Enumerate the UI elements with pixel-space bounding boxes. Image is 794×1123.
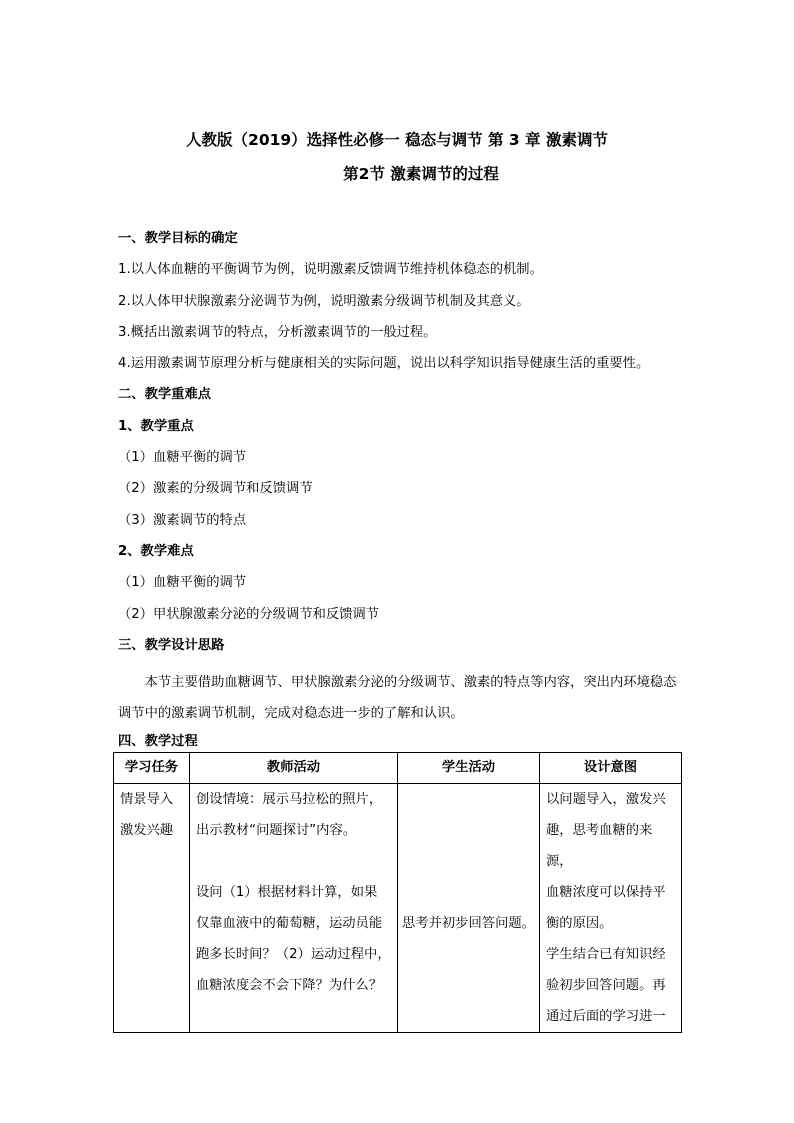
key-point-item-2: （2）激素的分级调节和反馈调节 (118, 481, 313, 497)
objective-item-3: 3.概括出激素调节的特点，分析激素调节的一般过程。 (118, 324, 437, 340)
intent-line: 学生结合已有知识经 (546, 947, 666, 962)
intent-line: 验初步回答问题。再 (546, 978, 666, 993)
cell-task (114, 784, 190, 1033)
cell-intent (540, 784, 682, 1033)
section-heading-key-points: 二、教学重难点 (118, 387, 212, 403)
objective-item-4: 4.运用激素调节原理分析与健康相关的实际问题，说出以科学知识指导健康生活的重要性。 (118, 356, 650, 372)
teacher-line: 设问（1）根据材料计算，如果 (196, 885, 378, 900)
intent-line: 通过后面的学习进一 (546, 1009, 666, 1024)
key-point-item-1: （1）血糖平衡的调节 (118, 450, 247, 466)
teaching-process-table (113, 752, 682, 1033)
header-intent: 设计意图 (540, 753, 682, 784)
difficult-point-item-1: （1）血糖平衡的调节 (118, 575, 247, 591)
subheading-difficult-points: 2、教学难点 (118, 543, 194, 559)
difficult-point-item-2: （2）甲状腺激素分泌的分级调节和反馈调节 (118, 606, 380, 622)
task-line: 激发兴趣 (120, 823, 174, 838)
document-title: 人教版（2019）选择性必修一 稳态与调节 第 3 章 激素调节 (186, 131, 608, 149)
intent-line: 衡的原因。 (546, 916, 613, 931)
teacher-line: 出示教材“问题探讨”内容。 (196, 823, 357, 838)
intent-line: 趣，思考血糖的来源， (546, 823, 653, 869)
section-heading-objectives: 一、教学目标的确定 (118, 231, 238, 246)
header-teacher: 教师活动 (190, 753, 398, 784)
table-header-row (114, 753, 682, 784)
table-row (114, 784, 682, 1033)
cell-teacher (190, 784, 398, 1033)
design-paragraph: 本节主要借助血糖调节、甲状腺激素分泌的分级调节、激素的特点等内容，突出内环境稳态调节中的激素调节机制，完成对稳态进一步的了解和认识。 (118, 675, 677, 722)
document-body (118, 229, 682, 763)
subheading-key-points: 1、教学重点 (118, 418, 194, 434)
teacher-line: 创设情境：展示马拉松的照片， (196, 792, 383, 807)
objective-item-1: 1.以人体血糖的平衡调节为例，说明激素反馈调节维持机体稳态的机制。 (118, 262, 543, 278)
teacher-line: 仅靠血液中的葡萄糖，运动员能 (196, 916, 383, 931)
student-line: 思考并初步回答问题。 (402, 916, 535, 931)
section-heading-process: 四、教学过程 (118, 733, 198, 749)
header-student: 学生活动 (398, 753, 540, 784)
section-heading-design: 三、教学设计思路 (118, 637, 225, 653)
key-point-item-3: （3）激素调节的特点 (118, 512, 247, 528)
objective-item-2: 2.以人体甲状腺激素分泌调节为例，说明激素分级调节机制及其意义。 (118, 293, 530, 309)
blank-space (402, 784, 537, 908)
task-line: 情景导入 (120, 792, 174, 807)
teacher-line: 跑多长时间？（2）运动过程中， (196, 947, 391, 962)
intent-line: 血糖浓度可以保持平 (546, 885, 666, 900)
intent-line: 以问题导入，激发兴 (546, 792, 666, 807)
document-subtitle: 第2节 激素调节的过程 (343, 165, 499, 183)
cell-student (398, 784, 540, 1033)
header-task: 学习任务 (114, 753, 190, 784)
blank-line (196, 846, 391, 877)
teacher-line: 血糖浓度会不会下降？为什么？ (196, 978, 383, 993)
